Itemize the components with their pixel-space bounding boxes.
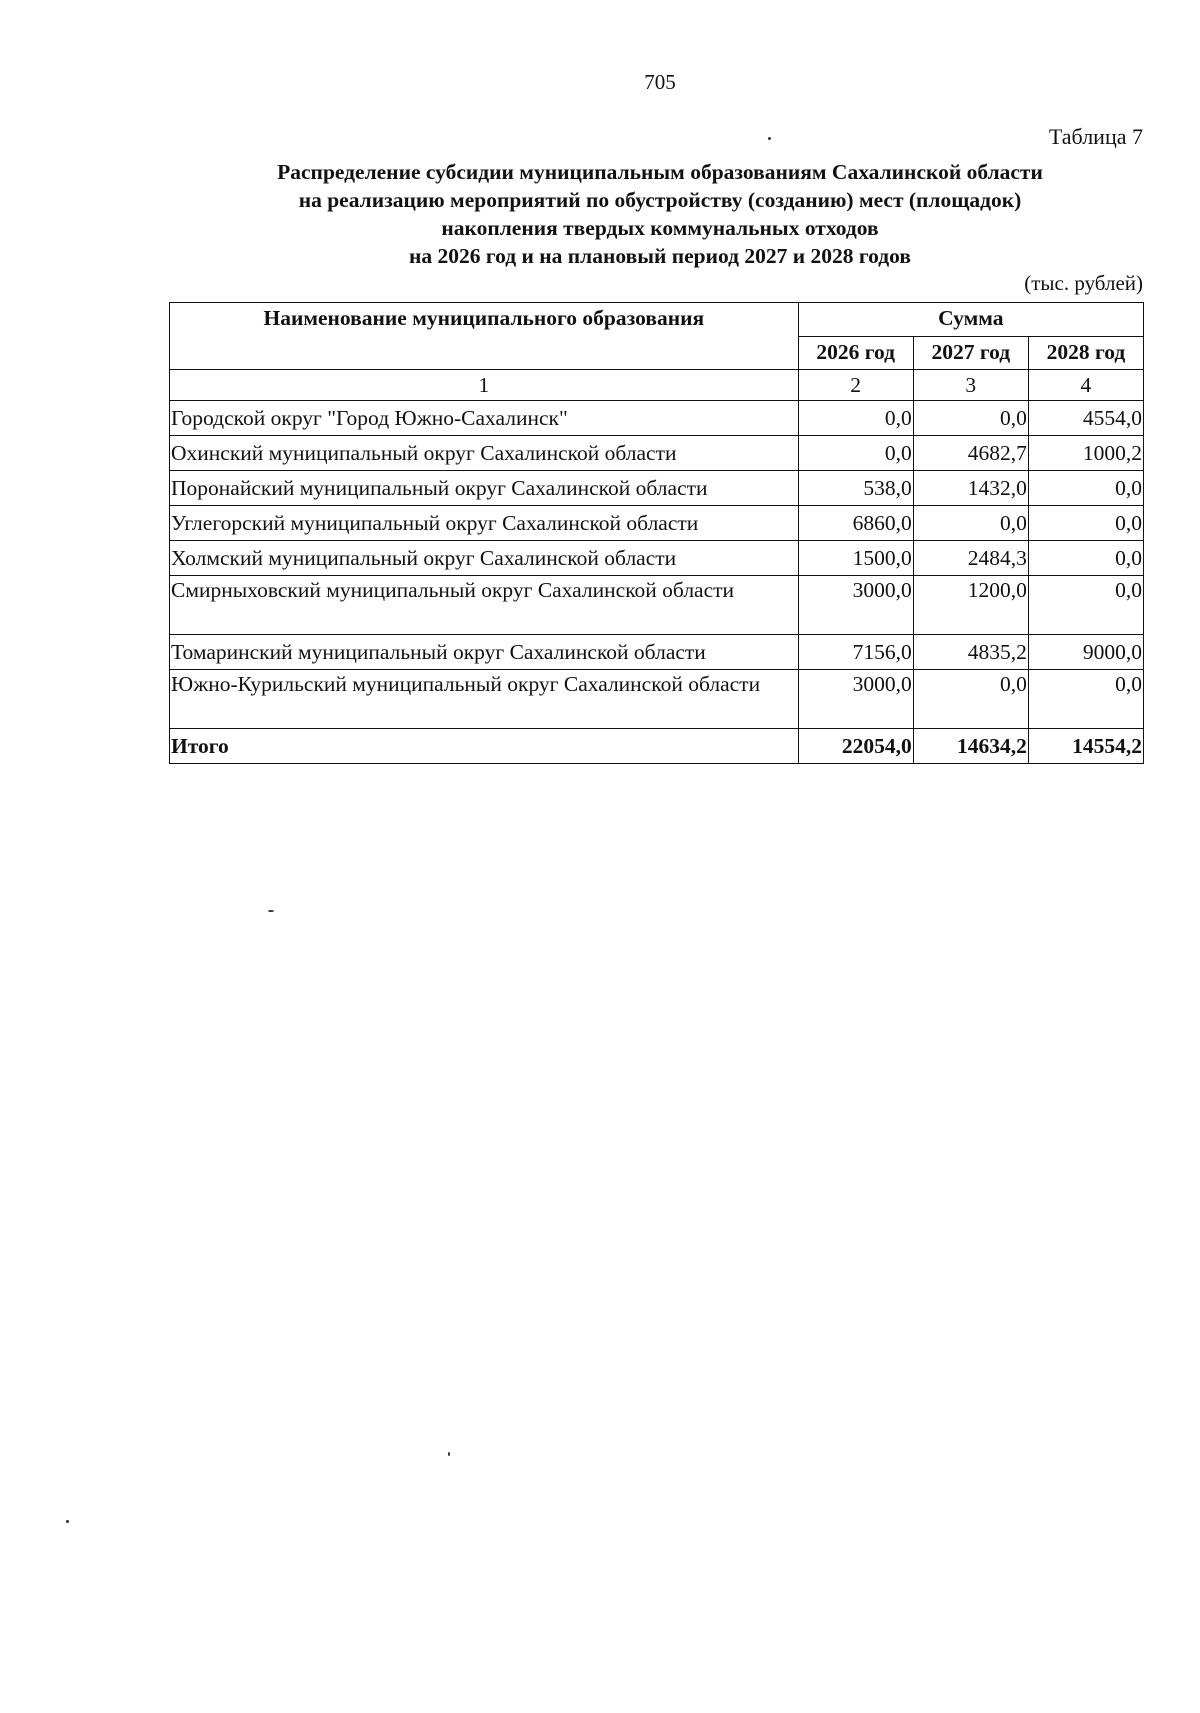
title-line: на 2026 год и на плановый период 2027 и 2028 годов [409, 244, 911, 268]
column-header-2027: 2027 год [913, 337, 1028, 370]
municipality-name: Городской округ "Город Южно-Сахалинск" [170, 401, 799, 436]
table-label: Таблица 7 [1048, 124, 1143, 149]
value-2026: 0,0 [798, 436, 913, 471]
document-title [170, 158, 1150, 270]
value-2027: 0,0 [913, 401, 1028, 436]
value-2026: 1500,0 [798, 541, 913, 576]
value-2027: 2484,3 [913, 541, 1028, 576]
value-2026: 6860,0 [798, 506, 913, 541]
table-row [170, 506, 1144, 541]
table-row [170, 436, 1144, 471]
value-2028: 4554,0 [1028, 401, 1143, 436]
table-row [170, 670, 1144, 729]
value-2027: 4835,2 [913, 635, 1028, 670]
value-2026: 3000,0 [798, 670, 913, 729]
value-2027: 4682,7 [913, 436, 1028, 471]
column-number: 1 [170, 370, 799, 401]
title-line: накопления твердых коммунальных отходов [441, 216, 879, 240]
table-row [170, 635, 1144, 670]
total-2028: 14554,2 [1028, 729, 1143, 764]
column-header-name: Наименование муниципального образования [170, 303, 799, 370]
value-2028: 0,0 [1028, 506, 1143, 541]
table-row [170, 471, 1144, 506]
total-2026: 22054,0 [798, 729, 913, 764]
page-number: 705 [644, 70, 676, 94]
total-label: Итого [170, 729, 799, 764]
value-2027: 0,0 [913, 506, 1028, 541]
value-2027: 0,0 [913, 670, 1028, 729]
value-2028: 0,0 [1028, 576, 1143, 635]
scan-speck [66, 1520, 69, 1523]
municipality-name: Углегорский муниципальный округ Сахалинской области [170, 506, 799, 541]
value-2026: 0,0 [798, 401, 913, 436]
municipality-name: Южно-Курильский муниципальный округ Сахалинской области [170, 670, 799, 729]
scan-speck [268, 910, 274, 912]
units-note: (тыс. рублей) [1024, 271, 1143, 295]
title-line: Распределение субсидии муниципальным образованиям Сахалинской области [277, 160, 1043, 184]
municipality-name: Холмский муниципальный округ Сахалинской области [170, 541, 799, 576]
column-header-2028: 2028 год [1028, 337, 1143, 370]
total-2027: 14634,2 [913, 729, 1028, 764]
value-2028: 1000,2 [1028, 436, 1143, 471]
municipality-name: Смирныховский муниципальный округ Сахалинской области [170, 576, 799, 635]
column-header-2026: 2026 год [798, 337, 913, 370]
value-2026: 7156,0 [798, 635, 913, 670]
value-2026: 3000,0 [798, 576, 913, 635]
value-2026: 538,0 [798, 471, 913, 506]
column-number: 4 [1028, 370, 1143, 401]
column-number-row [170, 370, 1144, 401]
column-number: 3 [913, 370, 1028, 401]
value-2027: 1200,0 [913, 576, 1028, 635]
value-2028: 9000,0 [1028, 635, 1143, 670]
value-2027: 1432,0 [913, 471, 1028, 506]
value-2028: 0,0 [1028, 541, 1143, 576]
municipality-name: Охинский муниципальный округ Сахалинской области [170, 436, 799, 471]
total-row [170, 729, 1144, 764]
subsidy-table [169, 302, 1144, 764]
table-row [170, 541, 1144, 576]
table-row [170, 401, 1144, 436]
title-line: на реализацию мероприятий по обустройству (созданию) мест (площадок) [298, 188, 1022, 212]
scan-speck [448, 1452, 450, 1456]
column-number: 2 [798, 370, 913, 401]
municipality-name: Поронайский муниципальный округ Сахалинской области [170, 471, 799, 506]
table-row [170, 576, 1144, 635]
value-2028: 0,0 [1028, 670, 1143, 729]
municipality-name: Томаринский муниципальный округ Сахалинской области [170, 635, 799, 670]
value-2028: 0,0 [1028, 471, 1143, 506]
column-header-sum: Сумма [798, 303, 1143, 337]
scan-speck [768, 137, 771, 140]
